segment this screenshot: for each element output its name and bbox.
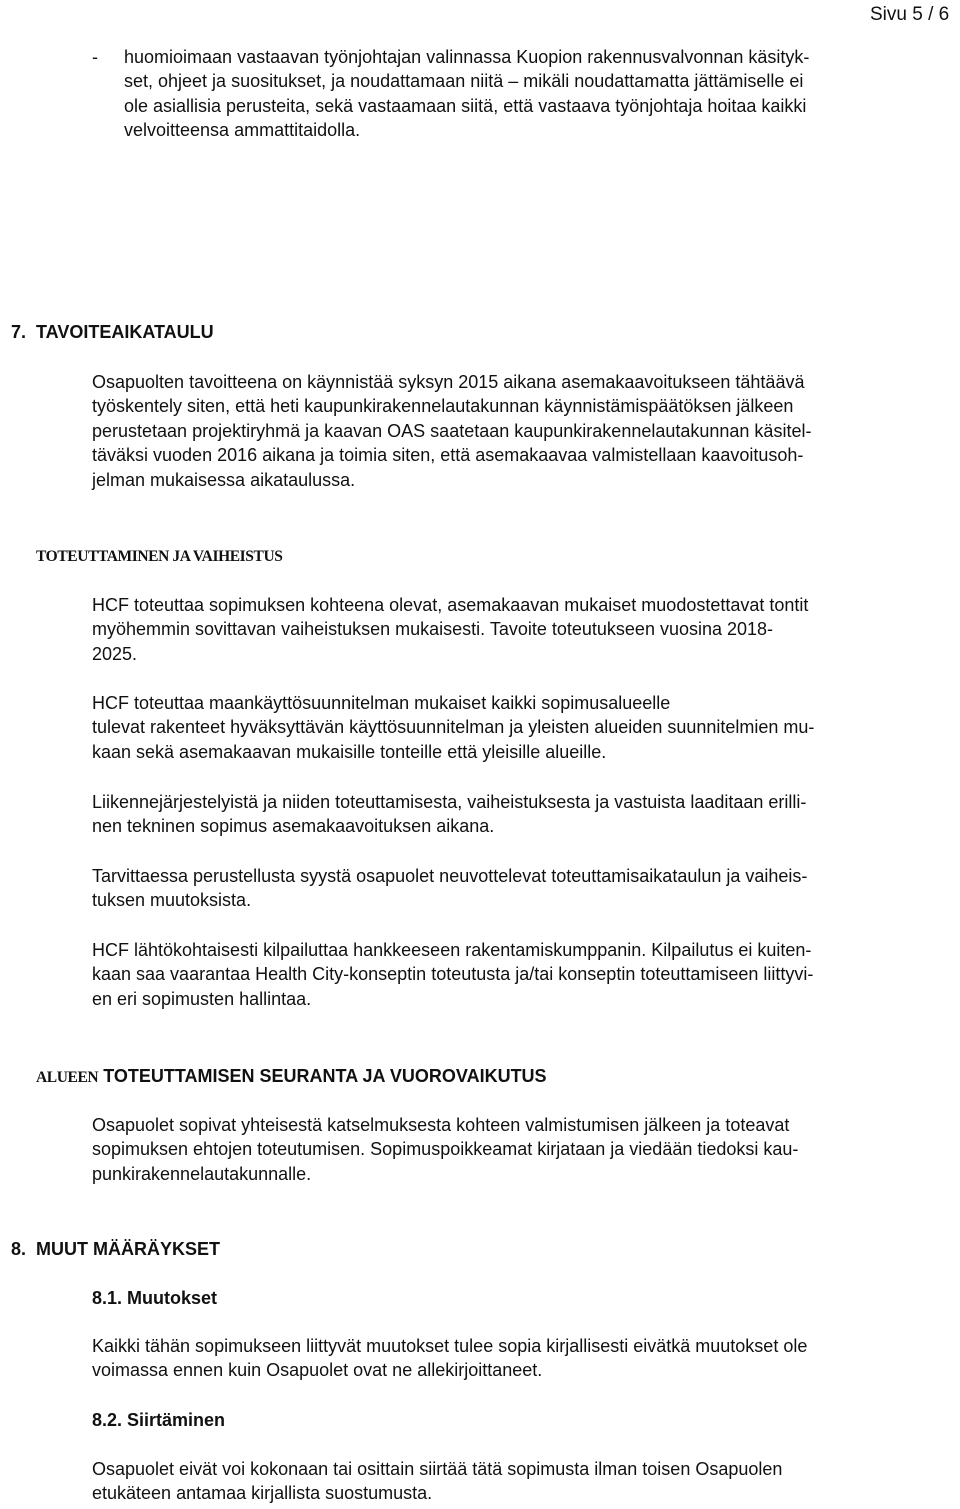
seuranta-heading xyxy=(36,1064,547,1090)
text-line: HCF toteuttaa maankäyttösuunnitelman mukaiset kaikki sopimusalueelle xyxy=(92,693,671,713)
text-line: Osapuolet sopivat yhteisestä katselmuksesta kohteen valmistumisen jälkeen ja toteavat xyxy=(92,1115,790,1135)
subsection-8-2-paragraph xyxy=(92,1457,950,1506)
toteuttaminen-paragraph-5 xyxy=(92,938,950,1011)
seuranta-heading-prefix: ALUEEN xyxy=(36,1069,99,1086)
text-line: HCF lähtökohtaisesti kilpailuttaa hankkeeseen rakentamiskumppanin. Kilpailutus ei kuiten- xyxy=(92,940,812,960)
toteuttaminen-paragraph-4 xyxy=(92,864,950,913)
toteuttaminen-paragraph-1 xyxy=(92,593,950,666)
text-line: täväksi vuoden 2016 aikana ja toimia siten, että asemakaavaa valmistellaan kaavoitusoh- xyxy=(92,445,804,466)
subsection-8-1-title: 8.1. Muutokset xyxy=(92,1288,218,1308)
section-7-paragraph xyxy=(92,370,950,492)
text-line: en eri sopimusten hallintaa. xyxy=(92,988,312,1009)
text-line: 2025. xyxy=(92,643,138,664)
text-line: Osapuolten tavoitteena on käynnistää syksyn 2015 aikana asemakaavoitukseen tähtäävä xyxy=(92,372,805,392)
page-number-label: Sivu 5 / 6 xyxy=(870,4,950,25)
bullet-marker: - xyxy=(92,47,98,67)
text-line: ole asiallisia perusteita, sekä vastaamaan siitä, että vastaava työnjohtaja hoitaa kaikki xyxy=(124,95,807,116)
section-7-number: 7. xyxy=(11,322,27,342)
text-line: sopimuksen ehtojen toteutumisen. Sopimuspoikkeamat kirjataan ja viedään tiedoksi kau- xyxy=(92,1139,799,1160)
text-line: huomioimaan vastaavan työnjohtajan valinnassa Kuopion rakennusvalvonnan käsityk- xyxy=(124,47,810,67)
toteuttaminen-paragraph-3 xyxy=(92,790,950,839)
text-line: HCF toteuttaa sopimuksen kohteena olevat, asemakaavan mukaiset muodostettavat tontit xyxy=(92,595,809,615)
text-line: Osapuolet eivät voi kokonaan tai osittain siirtää tätä sopimusta ilman toisen Osapuolen xyxy=(92,1459,783,1479)
text-line: myöhemmin sovittavan vaiheistuksen mukaisesti. Tavoite toteutukseen vuosina 2018- xyxy=(92,619,774,640)
toteuttaminen-paragraph-2 xyxy=(92,691,950,764)
text-line: nen tekninen sopimus asemakaavoituksen aikana. xyxy=(92,816,495,837)
subsection-8-2-title: 8.2. Siirtäminen xyxy=(92,1410,226,1430)
text-line: voimassa ennen kuin Osapuolet ovat ne allekirjoittaneet. xyxy=(92,1360,543,1381)
bullet-paragraph xyxy=(124,45,950,143)
text-line: perustetaan projektiryhmä ja kaavan OAS saatetaan kaupunkirakennelautakunnan käsitel- xyxy=(92,420,812,441)
seuranta-paragraph xyxy=(92,1113,950,1186)
seuranta-heading-rest: TOTEUTTAMISEN SEURANTA JA VUOROVAIKUTUS xyxy=(103,1066,547,1086)
subsection-8-1-paragraph xyxy=(92,1334,950,1383)
text-line: Tarvittaessa perustellusta syystä osapuolet neuvottelevat toteuttamisaikataulun ja vaiheis- xyxy=(92,866,808,886)
text-line: kaan sekä asemakaavan mukaisille tonteille että yleisille alueille. xyxy=(92,741,607,762)
text-line: Kaikki tähän sopimukseen liittyvät muutokset tulee sopia kirjallisesti eivätkä muutokset ole xyxy=(92,1336,808,1356)
text-line: jelman mukaisessa aikataulussa. xyxy=(92,469,356,490)
text-line: punkirakennelautakunnalle. xyxy=(92,1163,312,1184)
text-line: tuksen muutoksista. xyxy=(92,890,252,911)
text-line: työskentely siten, että heti kaupunkirakennelautakunnan käynnistämispäätöksen jälkeen xyxy=(92,396,794,417)
section-8-title: MUUT MÄÄRÄYKSET xyxy=(36,1239,220,1259)
section-8-number: 8. xyxy=(11,1239,27,1259)
text-line: Liikennejärjestelyistä ja niiden toteuttamisesta, vaiheistuksesta ja vastuista laaditaan erilli- xyxy=(92,792,807,812)
text-line: tulevat rakenteet hyväksyttävän käyttösuunnitelman ja yleisten alueiden suunnitelmien mu- xyxy=(92,717,815,738)
text-line: velvoitteensa ammattitaidolla. xyxy=(124,120,361,141)
toteuttaminen-heading: TOTEUTTAMINEN JA VAIHEISTUS xyxy=(36,548,283,565)
text-line: etukäteen antamaa kirjallista suostumusta. xyxy=(92,1483,433,1504)
text-line: kaan saa vaarantaa Health City-konseptin toteutusta ja/tai konseptin toteuttamiseen liittyvi- xyxy=(92,964,814,985)
section-7-title: TAVOITEAIKATAULU xyxy=(36,322,214,342)
text-line: set, ohjeet ja suositukset, ja noudattamaan niitä – mikäli noudattamatta jättämiselle ei xyxy=(124,71,804,92)
